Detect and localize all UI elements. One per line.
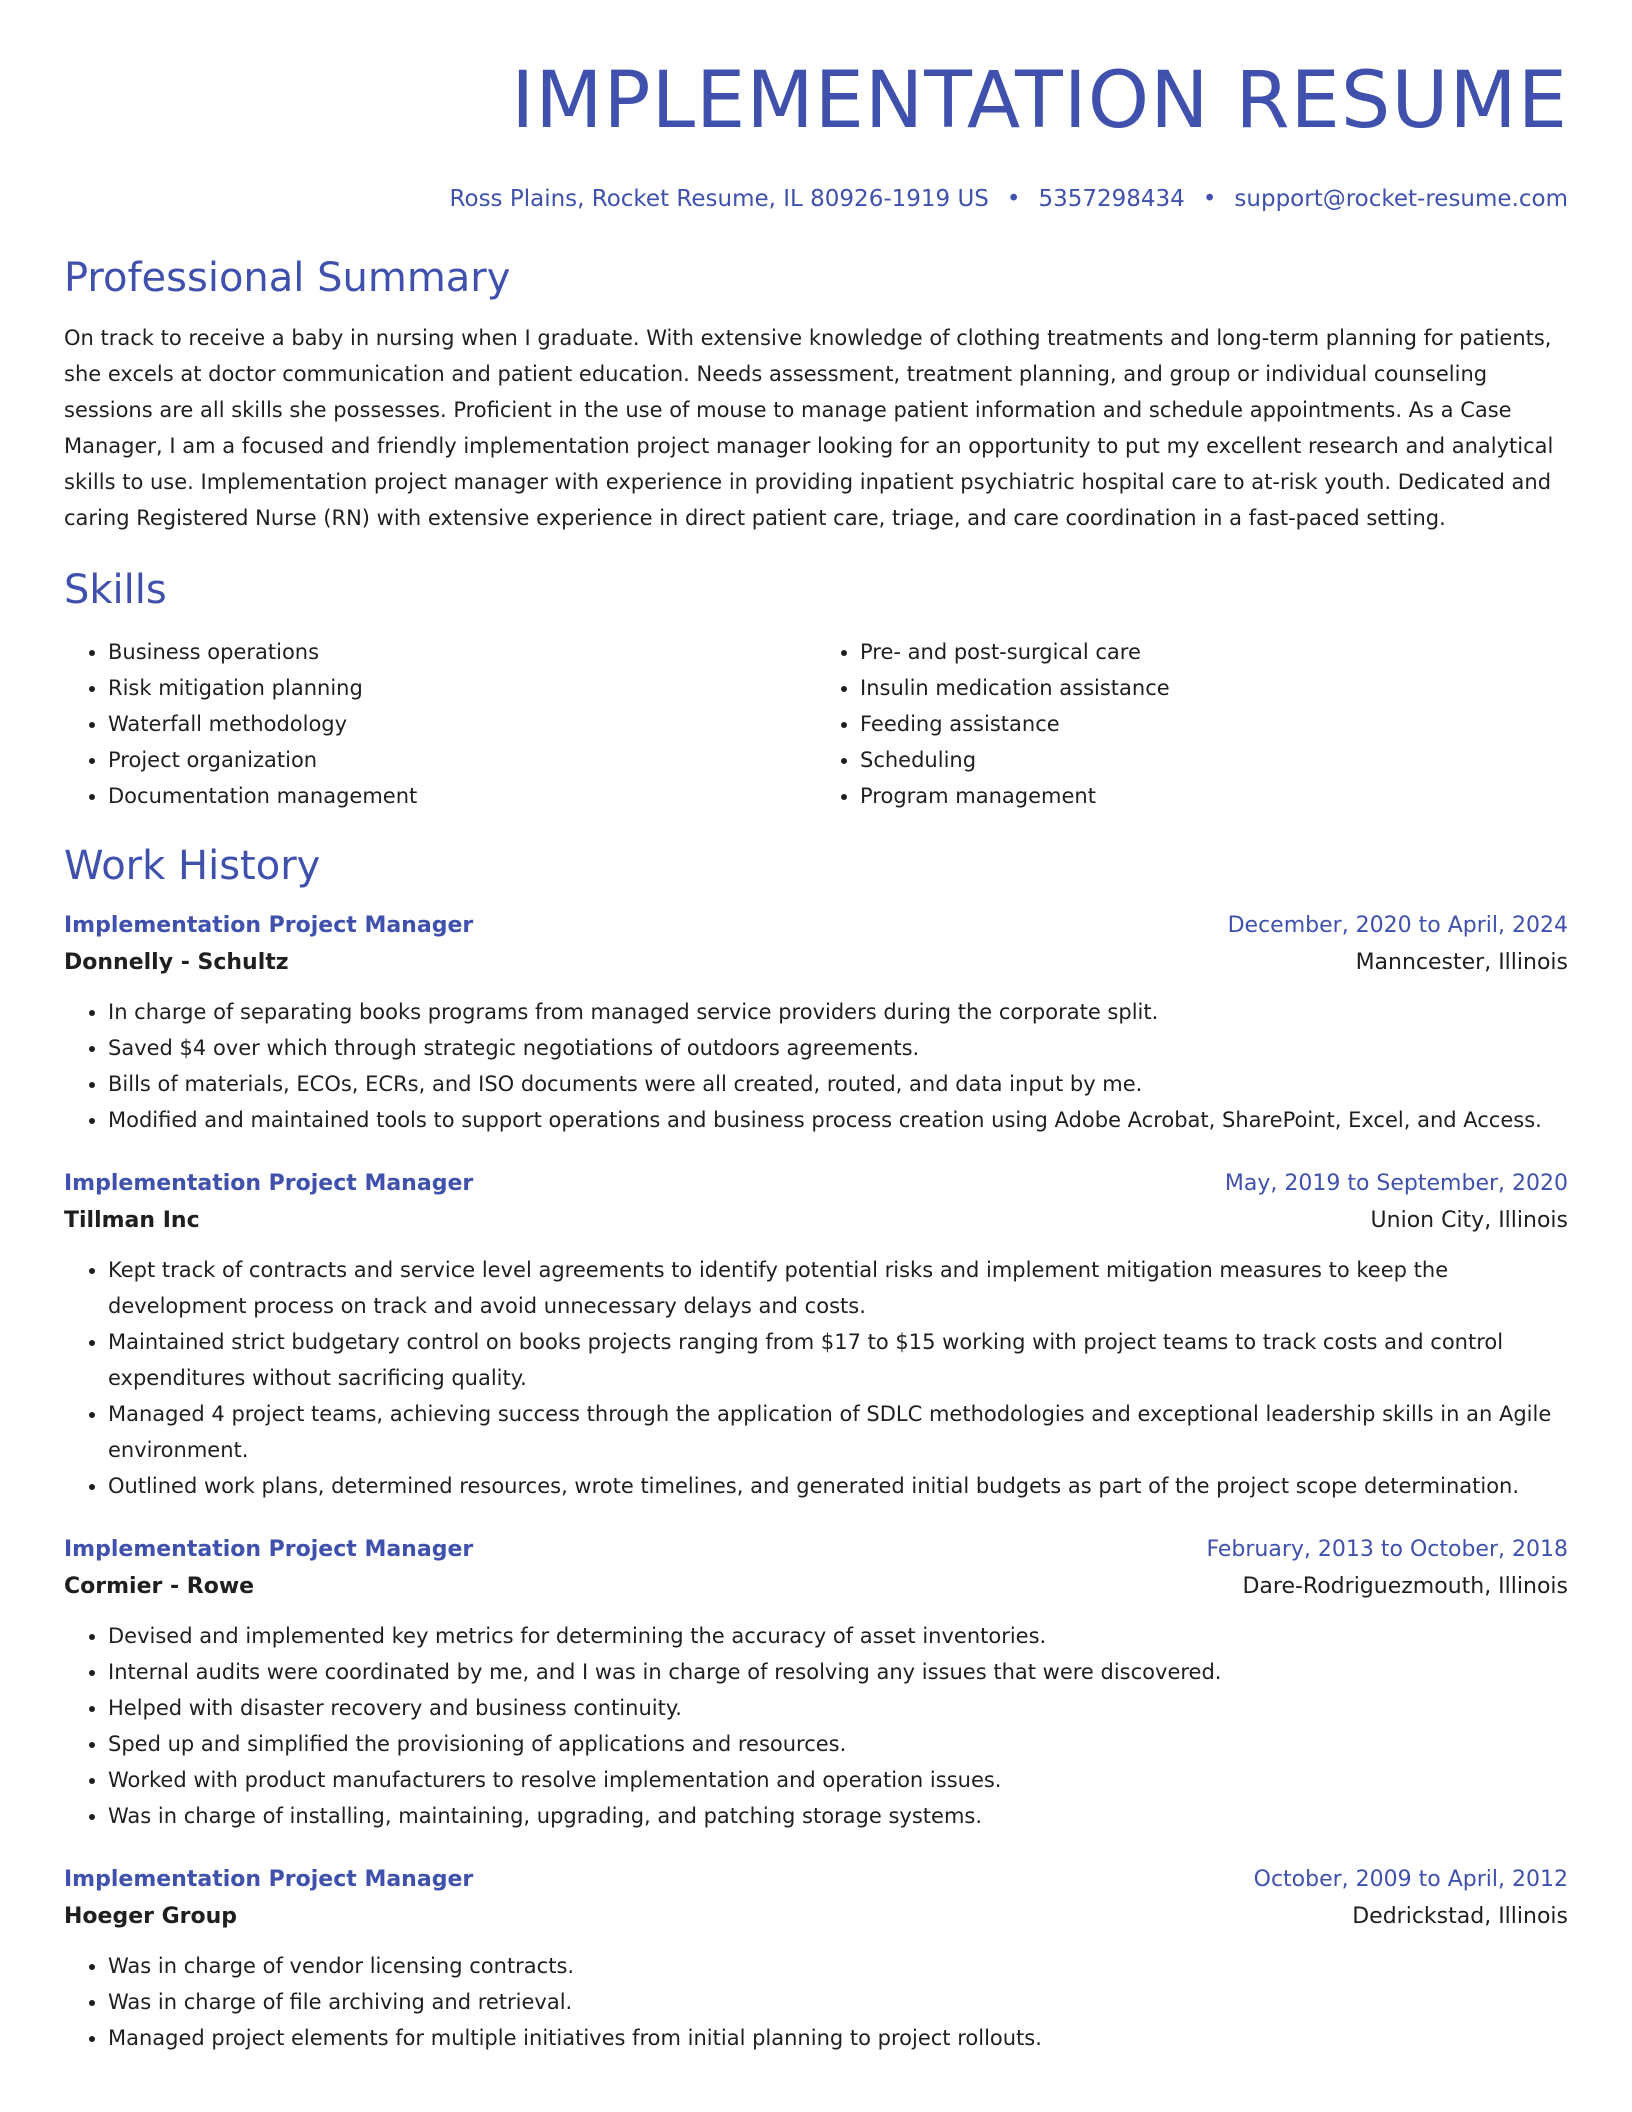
- job-bullet: • Managed 4 project teams, achieving success through the application of SDLC methodologies and exceptional leadership skills in an Agile environment.: [108, 1396, 1568, 1468]
- job-company: Hoeger Group: [64, 1904, 238, 1929]
- job-bullets: [64, 1618, 1568, 1834]
- skills-list: [64, 634, 1568, 814]
- job-title: Implementation Project Manager: [64, 913, 474, 938]
- job-bullets: [64, 1948, 1568, 2056]
- skills-column-left: [64, 634, 816, 814]
- skills-column-right: [816, 634, 1568, 814]
- job-bullet: • Saved $4 over which through strategic negotiations of outdoors agreements.: [108, 1030, 1568, 1066]
- job-subheader: [64, 944, 1568, 982]
- job-bullet: • Maintained strict budgetary control on books projects ranging from $17 to $15 working with project teams to track costs and control expenditures without sacrificing quality.: [108, 1324, 1568, 1396]
- job-dates: May, 2019 to September, 2020: [1224, 1171, 1568, 1196]
- job-title: Implementation Project Manager: [64, 1867, 474, 1892]
- job-bullet: • Devised and implemented key metrics for determining the accuracy of asset inventories.: [108, 1618, 1568, 1654]
- job-header: [64, 908, 1568, 944]
- job-bullet: • Worked with product manufacturers to resolve implementation and operation issues.: [108, 1762, 1568, 1798]
- job-location: Union City, Illinois: [1370, 1208, 1568, 1233]
- resume-page: [64, 0, 1568, 2056]
- skill-item: • Project organization: [108, 742, 816, 778]
- job-bullet: • Modified and maintained tools to support operations and business process creation using Adobe Acrobat, SharePoint, Excel, and Access.: [108, 1102, 1568, 1138]
- job-location: Dare-Rodriguezmouth, Illinois: [1242, 1574, 1568, 1599]
- contact-address: Ross Plains, Rocket Resume, IL 80926-1919 US: [449, 186, 989, 212]
- job-dates: February, 2013 to October, 2018: [1206, 1537, 1568, 1562]
- skill-item: • Waterfall methodology: [108, 706, 816, 742]
- summary-heading: Professional Summary: [64, 255, 511, 301]
- skill-item: • Pre- and post-surgical care: [860, 634, 1568, 670]
- job-bullet: • Was in charge of installing, maintaining, upgrading, and patching storage systems.: [108, 1798, 1568, 1834]
- job-subheader: [64, 1568, 1568, 1606]
- job-subheader: [64, 1202, 1568, 1240]
- job-entry: [64, 1532, 1568, 1834]
- work-history-heading: Work History: [64, 843, 321, 889]
- skill-item: • Documentation management: [108, 778, 816, 814]
- job-dates: December, 2020 to April, 2024: [1227, 913, 1568, 938]
- job-header: [64, 1862, 1568, 1898]
- job-bullets: [64, 994, 1568, 1138]
- job-bullet: • In charge of separating books programs from managed service providers during the corporate split.: [108, 994, 1568, 1030]
- skill-item: • Insulin medication assistance: [860, 670, 1568, 706]
- job-bullet: • Was in charge of file archiving and retrieval.: [108, 1984, 1568, 2020]
- job-entry: [64, 1166, 1568, 1504]
- job-subheader: [64, 1898, 1568, 1936]
- job-company: Cormier - Rowe: [64, 1574, 255, 1599]
- job-bullet: • Was in charge of vendor licensing contracts.: [108, 1948, 1568, 1984]
- job-location: Manncester, Illinois: [1355, 950, 1568, 975]
- contact-phone[interactable]: 5357298434: [1038, 186, 1185, 212]
- job-header: [64, 1166, 1568, 1202]
- contact-email[interactable]: support@rocket-resume.com: [1234, 186, 1568, 212]
- job-bullet: • Sped up and simplified the provisioning of applications and resources.: [108, 1726, 1568, 1762]
- job-header: [64, 1532, 1568, 1568]
- job-company: Donnelly - Schultz: [64, 950, 289, 975]
- resume-title: IMPLEMENTATION RESUME: [511, 56, 1568, 146]
- job-bullet: • Bills of materials, ECOs, ECRs, and ISO documents were all created, routed, and data input by me.: [108, 1066, 1568, 1102]
- skills-heading: Skills: [64, 567, 167, 613]
- job-bullets: [64, 1252, 1568, 1504]
- job-entry: [64, 908, 1568, 1138]
- job-bullet: • Internal audits were coordinated by me, and I was in charge of resolving any issues that were discovered.: [108, 1654, 1568, 1690]
- skill-item: • Business operations: [108, 634, 816, 670]
- job-title: Implementation Project Manager: [64, 1171, 474, 1196]
- skill-item: • Risk mitigation planning: [108, 670, 816, 706]
- job-company: Tillman Inc: [64, 1208, 200, 1233]
- contact-separator: •: [1006, 186, 1021, 212]
- job-entry: [64, 1862, 1568, 2056]
- skill-item: • Feeding assistance: [860, 706, 1568, 742]
- skill-item: • Scheduling: [860, 742, 1568, 778]
- contact-separator: •: [1202, 186, 1217, 212]
- contact-line: [64, 184, 1568, 214]
- job-bullet: • Helped with disaster recovery and business continuity.: [108, 1690, 1568, 1726]
- job-dates: October, 2009 to April, 2012: [1253, 1867, 1568, 1892]
- job-bullet: • Managed project elements for multiple initiatives from initial planning to project rollouts.: [108, 2020, 1568, 2056]
- job-bullet: • Kept track of contracts and service level agreements to identify potential risks and implement mitigation measures to keep the development process on track and avoid unnecessary delays and costs.: [108, 1252, 1568, 1324]
- job-title: Implementation Project Manager: [64, 1537, 474, 1562]
- job-location: Dedrickstad, Illinois: [1352, 1904, 1568, 1929]
- summary-text: On track to receive a baby in nursing when I graduate. With extensive knowledge of clothing treatments and long-term planning for patients, she excels at doctor communication and patient education. Needs assessment, treatment planning, and group or individual counseling sessions are all skills she possesses. Proficient in the use of mouse to manage patient information and schedule appointments. As a Case Manager, I am a focused and friendly implementation project manager looking for an opportunity to put my excellent research and analytical skills to use. Implementation project manager with experience in providing inpatient psychiatric hospital care to at-risk youth. Dedicated and caring Registered Nurse (RN) with extensive experience in direct patient care, triage, and care coordination in a fast-paced setting.: [64, 326, 1554, 530]
- job-bullet: • Outlined work plans, determined resources, wrote timelines, and generated initial budgets as part of the project scope determination.: [108, 1468, 1568, 1504]
- skill-item: • Program management: [860, 778, 1568, 814]
